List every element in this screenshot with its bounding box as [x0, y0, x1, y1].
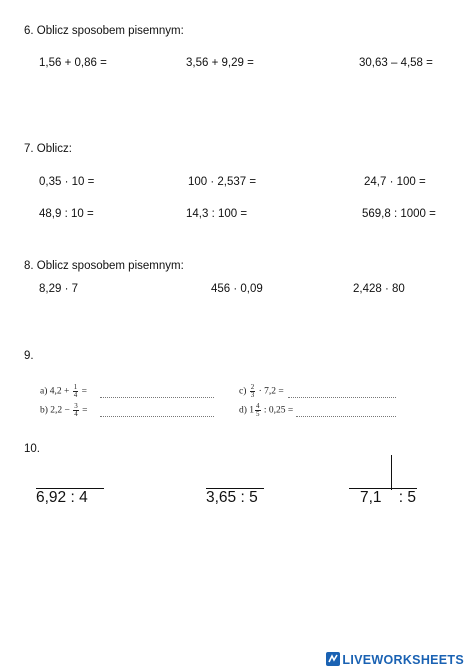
exercise-8-item-3: 2,428 · 80	[353, 283, 405, 295]
exercise-9-b: b) 2,2 − $\frac{3}{4}$ =	[40, 402, 88, 418]
exercise-9-heading: 9.	[24, 350, 34, 362]
exercise-6-item-1: 1,56 + 0,86 =	[39, 57, 107, 69]
exercise-7-row1-item-1: 0,35 · 10 =	[39, 176, 95, 188]
exercise-7-heading: 7. Oblicz:	[24, 143, 72, 155]
exercise-8-item-1: 8,29 · 7	[39, 283, 78, 295]
exercise-7-row2-item-3: 569,8 : 1000 =	[362, 208, 436, 220]
exercise-10-heading: 10.	[24, 443, 40, 455]
exercise-9-c: c) $\frac{2}{3}$ · 7,2 =	[239, 383, 284, 399]
liveworksheets-logo-icon	[326, 652, 340, 666]
answer-line-b[interactable]	[100, 416, 214, 417]
exercise-8-item-2: 456 · 0,09	[211, 283, 263, 295]
exercise-6-item-2: 3,56 + 9,29 =	[186, 57, 254, 69]
fraction-d: $\frac{4}{5}$	[256, 402, 260, 418]
fraction-a: $\frac{1}{4}$	[73, 383, 78, 399]
fraction-c: $\frac{2}{3}$	[250, 383, 255, 399]
exercise-7-row1-item-2: 100 · 2,537 =	[188, 176, 257, 188]
answer-line-d[interactable]	[296, 416, 396, 417]
exercise-10-item-3: 7,1 : 5	[360, 489, 417, 506]
exercise-10-item-1: 6,92 : 4	[36, 489, 88, 506]
exercise-6-item-3: 30,63 – 4,58 =	[359, 57, 433, 69]
liveworksheets-brand: LIVEWORKSHEETS	[342, 653, 464, 667]
fraction-b: $\frac{3}{4}$	[74, 402, 78, 418]
exercise-6-heading: 6. Oblicz sposobem pisemnym:	[24, 25, 184, 37]
exercise-7-row1-item-3: 24,7 · 100 =	[364, 176, 426, 188]
exercise-8-heading: 8. Oblicz sposobem pisemnym:	[24, 260, 184, 272]
division-vertical-line	[391, 455, 392, 490]
exercise-7-row2-item-2: 14,3 : 100 =	[186, 208, 248, 220]
answer-line-a[interactable]	[100, 397, 214, 398]
liveworksheets-watermark	[326, 652, 464, 667]
exercise-9-d: d) 1 $\frac{4}{5}$ : 0,25 =	[239, 402, 294, 418]
exercise-10-item-2: 3,65 : 5	[206, 489, 258, 506]
answer-line-c[interactable]	[288, 397, 396, 398]
exercise-9-a: a) 4,2 + $\frac{1}{4}$ =	[40, 383, 87, 399]
exercise-7-row2-item-1: 48,9 : 10 =	[39, 208, 94, 220]
